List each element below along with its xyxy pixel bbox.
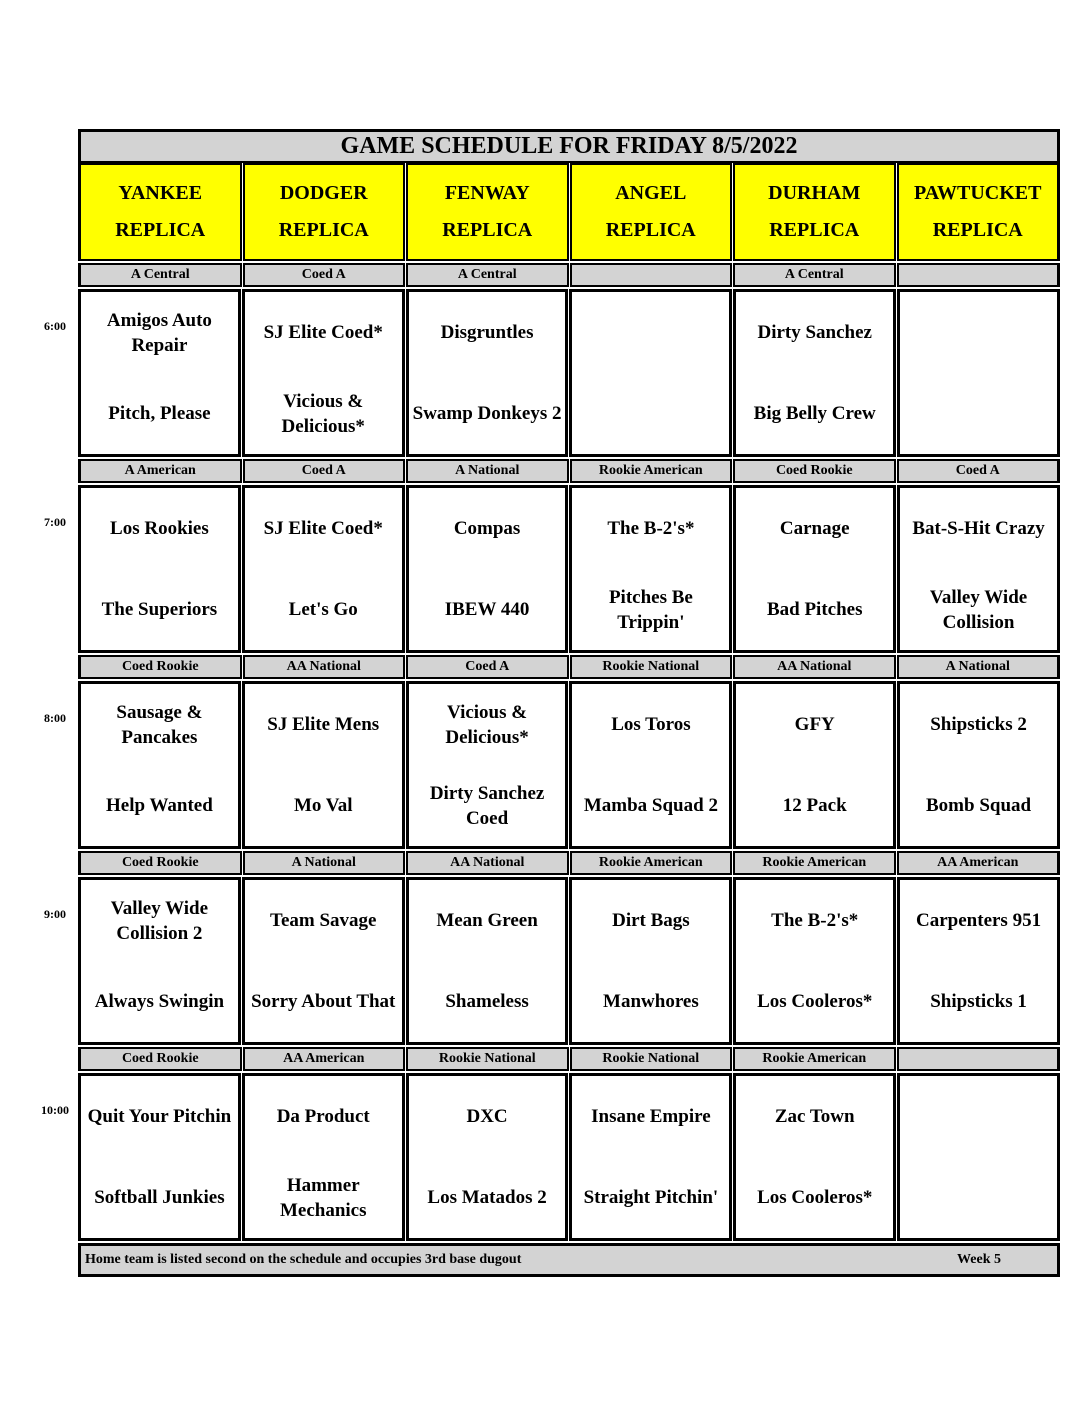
division-label: Rookie National [570,655,733,679]
away-team: Shipsticks 2 [930,714,1027,735]
home-team: Dirty Sanchez Coed [429,782,545,829]
home-team: Always Swingin [94,991,225,1012]
division-label: AA National [733,655,896,679]
game-cell [897,485,1060,653]
time-slot-600 [44,289,1060,457]
time-slot-900 [44,877,1060,1045]
home-team [572,373,729,454]
game-cell [569,681,732,849]
home-team: Let's Go [288,599,358,620]
away-team: Carpenters 951 [916,910,1042,931]
field-sub: REPLICA [115,219,206,241]
field-name: DURHAM [768,182,861,204]
game-cell [406,681,569,849]
away-team: DXC [466,1106,508,1127]
division-label: A National [406,459,569,483]
division-label [570,263,733,287]
home-team [900,1157,1057,1238]
game-cell [897,1073,1060,1241]
away-team: Los Toros [611,714,691,735]
division-label [897,263,1061,287]
division-row-900 [78,851,1060,875]
week-label: Week 5 [957,1252,1001,1267]
home-team: Manwhores [603,991,699,1012]
field-header-row [78,163,1060,261]
division-label: A National [897,655,1061,679]
away-team: Los Rookies [110,518,209,539]
time-label: 9:00 [44,907,66,921]
home-team: Pitches Be Trippin' [608,586,693,633]
away-team: Valley Wide Collision 2 [110,897,209,944]
home-team: Los Matados 2 [427,1187,547,1208]
away-team: Sausage & Pancakes [116,701,203,748]
game-cell [242,485,405,653]
home-team: Swamp Donkeys 2 [412,403,562,424]
game-cell [733,289,896,457]
away-team: Insane Empire [591,1106,711,1127]
division-row-600 [78,263,1060,287]
away-team: SJ Elite Coed* [263,322,383,343]
time-label: 8:00 [44,711,66,725]
schedule-title: GAME SCHEDULE FOR FRIDAY 8/5/2022 [78,129,1060,163]
game-cell [733,681,896,849]
away-team: Compas [453,518,521,539]
division-row-800 [78,655,1060,679]
division-label: Rookie American [733,851,896,875]
away-team: Bat-S-Hit Crazy [912,518,1045,539]
division-label: Rookie National [570,1047,733,1071]
game-cell [242,877,405,1045]
away-team: Carnage [779,518,850,539]
field-header-angel [570,163,733,261]
game-cell [569,485,732,653]
division-label: A American [78,459,242,483]
division-label: A Central [406,263,569,287]
time-slot-1000 [41,1073,1060,1241]
footer-note: Home team is listed second on the schedule and occupies 3rd base dugout [85,1252,522,1267]
away-team: Quit Your Pitchin [87,1106,232,1127]
division-label: Coed Rookie [733,459,896,483]
field-name: YANKEE [118,182,203,204]
home-team: Vicious & Delicious* [281,390,365,437]
away-team: SJ Elite Mens [267,714,380,735]
home-team: Valley Wide Collision [929,586,1028,633]
game-cell [406,877,569,1045]
game-cell [406,485,569,653]
game-cell [733,485,896,653]
game-cell [406,289,569,457]
game-cell [569,1073,732,1241]
home-team: Hammer Mechanics [279,1174,367,1221]
away-team: The B-2's* [607,518,695,539]
field-sub: REPLICA [769,219,860,241]
field-name: FENWAY [444,182,530,204]
time-slot-800 [44,681,1060,849]
schedule-table [41,129,1060,1277]
away-team: Mean Green [436,910,538,931]
division-label: Coed Rookie [78,655,242,679]
away-team: GFY [794,714,835,735]
division-label: Rookie American [570,459,733,483]
home-team: Los Cooleros* [757,1187,873,1208]
home-team: Bomb Squad [926,795,1032,816]
home-team: Shameless [445,991,529,1012]
division-label: AA American [897,851,1061,875]
home-team: Mo Val [293,795,353,816]
division-label: A National [243,851,406,875]
game-cell [78,877,241,1045]
game-cell [569,877,732,1045]
division-label: Rookie American [733,1047,896,1071]
division-label: Coed Rookie [78,851,242,875]
away-team: The B-2's* [771,910,859,931]
time-label: 10:00 [41,1103,69,1117]
away-team: Vicious & Delicious* [445,701,529,748]
away-team: Dirty Sanchez [757,322,872,343]
away-team: Amigos Auto Repair [106,309,212,356]
away-team [572,292,729,373]
home-team: Los Cooleros* [757,991,873,1012]
home-team: Bad Pitches [766,599,863,620]
home-team: Straight Pitchin' [583,1187,719,1208]
division-label: Rookie National [406,1047,569,1071]
game-cell [78,681,241,849]
game-cell [242,1073,405,1241]
home-team: Mamba Squad 2 [583,795,718,816]
home-team: Pitch, Please [108,403,211,424]
home-team: IBEW 440 [444,599,530,620]
division-label: Coed A [897,459,1061,483]
division-label: A Central [78,263,242,287]
division-label [897,1047,1061,1071]
game-cell [897,289,1060,457]
field-name: DODGER [279,182,368,204]
game-cell [78,1073,241,1241]
field-header-fenway [406,163,569,261]
away-team: Disgruntles [440,322,534,343]
time-label: 6:00 [44,319,66,333]
division-label: AA National [406,851,569,875]
field-header-pawtucket [897,163,1061,261]
division-label: Coed Rookie [78,1047,242,1071]
home-team: 12 Pack [782,795,847,816]
home-team: The Superiors [101,599,218,620]
division-label: AA National [243,655,406,679]
division-row-700 [78,459,1060,483]
field-name: PAWTUCKET [914,182,1042,204]
home-team [900,373,1057,454]
home-team: Help Wanted [106,795,213,816]
time-slot-700 [44,485,1060,653]
time-label: 7:00 [44,515,66,529]
division-row-1000 [78,1047,1060,1071]
away-team: Dirt Bags [612,910,690,931]
division-label: Coed A [243,263,406,287]
away-team: Da Product [276,1106,370,1127]
field-name: ANGEL [615,182,687,204]
field-sub: REPLICA [442,219,533,241]
game-cell [78,485,241,653]
away-team: Zac Town [774,1106,855,1127]
game-cell [897,877,1060,1045]
game-cell [733,877,896,1045]
home-team: Sorry About That [251,991,396,1012]
game-cell [733,1073,896,1241]
division-label: Coed A [243,459,406,483]
away-team: SJ Elite Coed* [263,518,383,539]
game-cell [406,1073,569,1241]
division-label: Rookie American [570,851,733,875]
field-header-dodger [243,163,406,261]
division-label: A Central [733,263,896,287]
division-label: AA American [243,1047,406,1071]
schedule-footer [78,1243,1060,1277]
field-header-yankee [78,163,242,261]
game-cell [242,681,405,849]
field-sub: REPLICA [278,219,369,241]
home-team: Shipsticks 1 [930,991,1027,1012]
home-team: Softball Junkies [94,1187,225,1208]
game-cell [78,289,241,457]
field-sub: REPLICA [932,219,1023,241]
field-header-durham [733,163,896,261]
division-label: Coed A [406,655,569,679]
game-cell [897,681,1060,849]
field-sub: REPLICA [605,219,696,241]
game-cell [569,289,732,457]
away-team [900,1076,1057,1157]
away-team [900,292,1057,373]
game-cell [242,289,405,457]
away-team: Team Savage [270,910,377,931]
home-team: Big Belly Crew [753,403,876,424]
